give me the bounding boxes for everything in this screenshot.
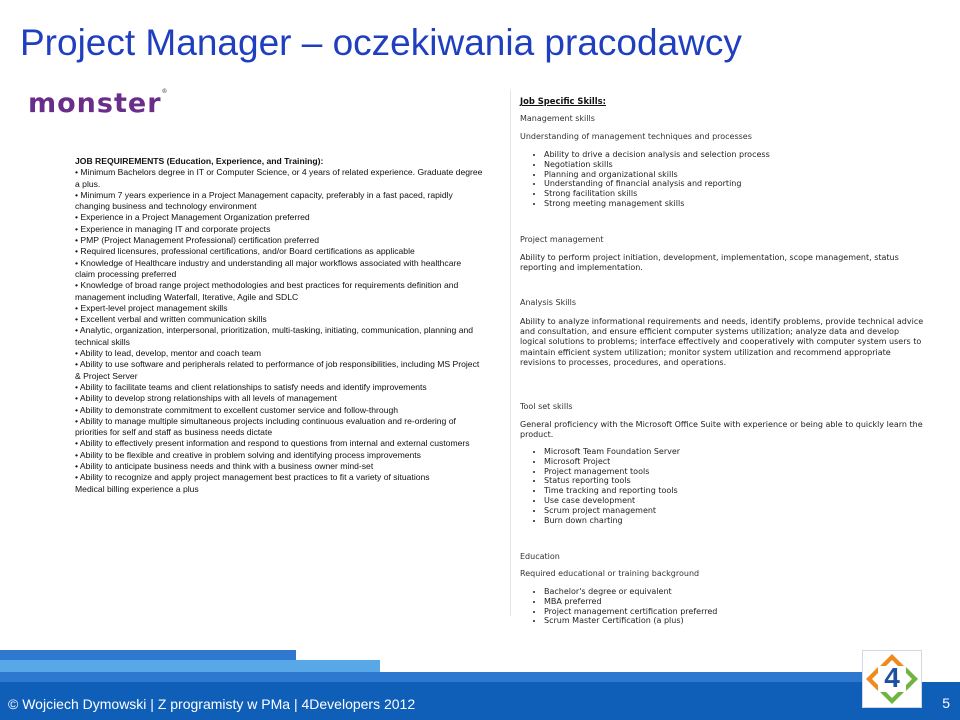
requirement-item: • Ability to recognize and apply project management best practices to fit a variety of situations [75, 472, 430, 483]
requirements-list [75, 167, 483, 495]
footer-band-lower [0, 672, 862, 682]
requirement-item: • Ability to anticipate business needs and think with a business owner mind-set [75, 461, 374, 472]
job-skills-panel [510, 90, 937, 626]
requirement-item: • Expert-level project management skills [75, 302, 228, 313]
requirement-item: • Experience in managing IT and corporate projects [75, 223, 271, 234]
education-list [520, 587, 717, 626]
job-specific-heading: Job Specific Skills: [520, 96, 606, 106]
requirement-item: • Ability to manage multiple simultaneous projects including continuous evaluation and re-ordering of priorities for self and staff as business needs dictate [75, 415, 456, 438]
requirement-item: • Ability to use software and peripherals related to performance of job responsibilities, including MS Project & Project Server [75, 359, 480, 381]
requirement-item: • Analytic, organization, interpersonal, prioritization, multi-tasking, initiating, communication, planning and technical skills [75, 325, 474, 347]
list-item: • Microsoft Project [544, 457, 680, 467]
list-item: • Planning and organizational skills [544, 170, 770, 180]
list-item: • Status reporting tools [544, 476, 680, 486]
requirement-item: • Minimum 7 years experience in a Project Management capacity, preferably in a fast paced, rapidly changing business and technology environment [75, 189, 453, 212]
toolset-text: General proficiency with the Microsoft Office Suite with experience or being able to quickly learn the product. [520, 420, 923, 440]
requirement-item: • Ability to demonstrate commitment to excellent customer service and follow-through [75, 404, 399, 415]
list-item: • Ability to drive a decision analysis and selection process [544, 150, 770, 160]
education-heading: Education [520, 552, 560, 561]
pm-text: Ability to perform project initiation, development, implementation, scope management, status reporting and implementation. [520, 253, 899, 273]
understanding-text: Understanding of management techniques and processes [520, 132, 752, 141]
list-item: • Scrum project management [544, 506, 680, 516]
requirement-item: • Ability to lead, develop, mentor and coach team [75, 348, 261, 359]
requirement-item: Medical billing experience a plus [75, 483, 199, 494]
analysis-heading: Analysis Skills [520, 298, 577, 307]
list-item: • Strong meeting management skills [544, 199, 770, 209]
slide-title: Project Manager – oczekiwania pracodawcy [20, 22, 742, 63]
requirement-item: • Ability to effectively present information and respond to questions from internal and external customers [75, 438, 470, 449]
svg-text:4: 4 [884, 662, 900, 693]
mgmt-skills-heading: Management skills [520, 114, 595, 123]
list-item: • Bachelor's degree or equivalent [544, 587, 717, 597]
list-item: • Strong facilitation skills [544, 189, 770, 199]
pm-heading: Project management [520, 235, 604, 244]
requirement-item: • PMP (Project Management Professional) certification preferred [75, 235, 320, 246]
list-item: • Scrum Master Certification (a plus) [544, 616, 717, 626]
monster-logo [28, 88, 169, 119]
list-item: • Project management tools [544, 467, 680, 477]
footer-band-top [0, 650, 296, 660]
mgmt-list [520, 150, 770, 209]
requirement-item: • Knowledge of broad range project methodologies and best practices for requirements definition and management including Waterfall, Iterative, Agile and SDLC [75, 280, 459, 302]
list-item: • Time tracking and reporting tools [544, 486, 680, 496]
requirements-heading: JOB REQUIREMENTS (Education, Experience, and Training): [75, 156, 324, 166]
list-item: • Project management certification preferred [544, 607, 717, 617]
4developers-logo-icon [862, 650, 922, 708]
list-item: • Use case development [544, 496, 680, 506]
requirement-item: • Required licensures, professional certifications, and/or Board certifications as applicable [75, 246, 415, 257]
footer-band-light [0, 660, 380, 672]
job-requirements-panel [75, 156, 483, 495]
footer-text: © Wojciech Dymowski | Z programisty w PMa | 4Developers 2012 [8, 696, 416, 712]
requirement-item: • Ability to develop strong relationships with all levels of management [75, 393, 337, 404]
page-number: 5 [942, 695, 950, 711]
toolset-heading: Tool set skills [520, 402, 573, 411]
requirement-item: • Knowledge of Healthcare industry and understanding all major workflows associated with healthcare claim processing preferred [75, 257, 462, 279]
education-sub: Required educational or training background [520, 569, 700, 578]
list-item: • Understanding of financial analysis and reporting [544, 179, 770, 189]
analysis-text: Ability to analyze informational requirements and needs, identify problems, provide technical advice and consultation, and ensure efficient computer systems utilization; analyze data and develop logical solutions to problems; interface effectively and cooperatively with computer system users to maintain efficient system utilization; monitor system utilization and recommend appropriate revisions to processes, procedures, and operations. [520, 317, 924, 367]
list-item: • Microsoft Team Foundation Server [544, 447, 680, 457]
requirement-item: • Ability to be flexible and creative in problem solving and identifying process improvements [75, 449, 421, 460]
logo-trademark: ® [161, 88, 169, 95]
logo-text: monster [28, 88, 162, 119]
requirement-item: • Ability to facilitate teams and client relationships to satisfy needs and identify improvements [75, 381, 427, 392]
list-item: • Burn down charting [544, 516, 680, 526]
requirement-item: • Experience in a Project Management Organization preferred [75, 212, 310, 223]
list-item: • Negotiation skills [544, 160, 770, 170]
tools-list [520, 447, 680, 525]
list-item: • MBA preferred [544, 597, 717, 607]
requirement-item: • Excellent verbal and written communication skills [75, 314, 267, 325]
requirement-item: • Minimum Bachelors degree in IT or Computer Science, or 4 years of related experience. Graduate degree a plus. [75, 167, 483, 189]
